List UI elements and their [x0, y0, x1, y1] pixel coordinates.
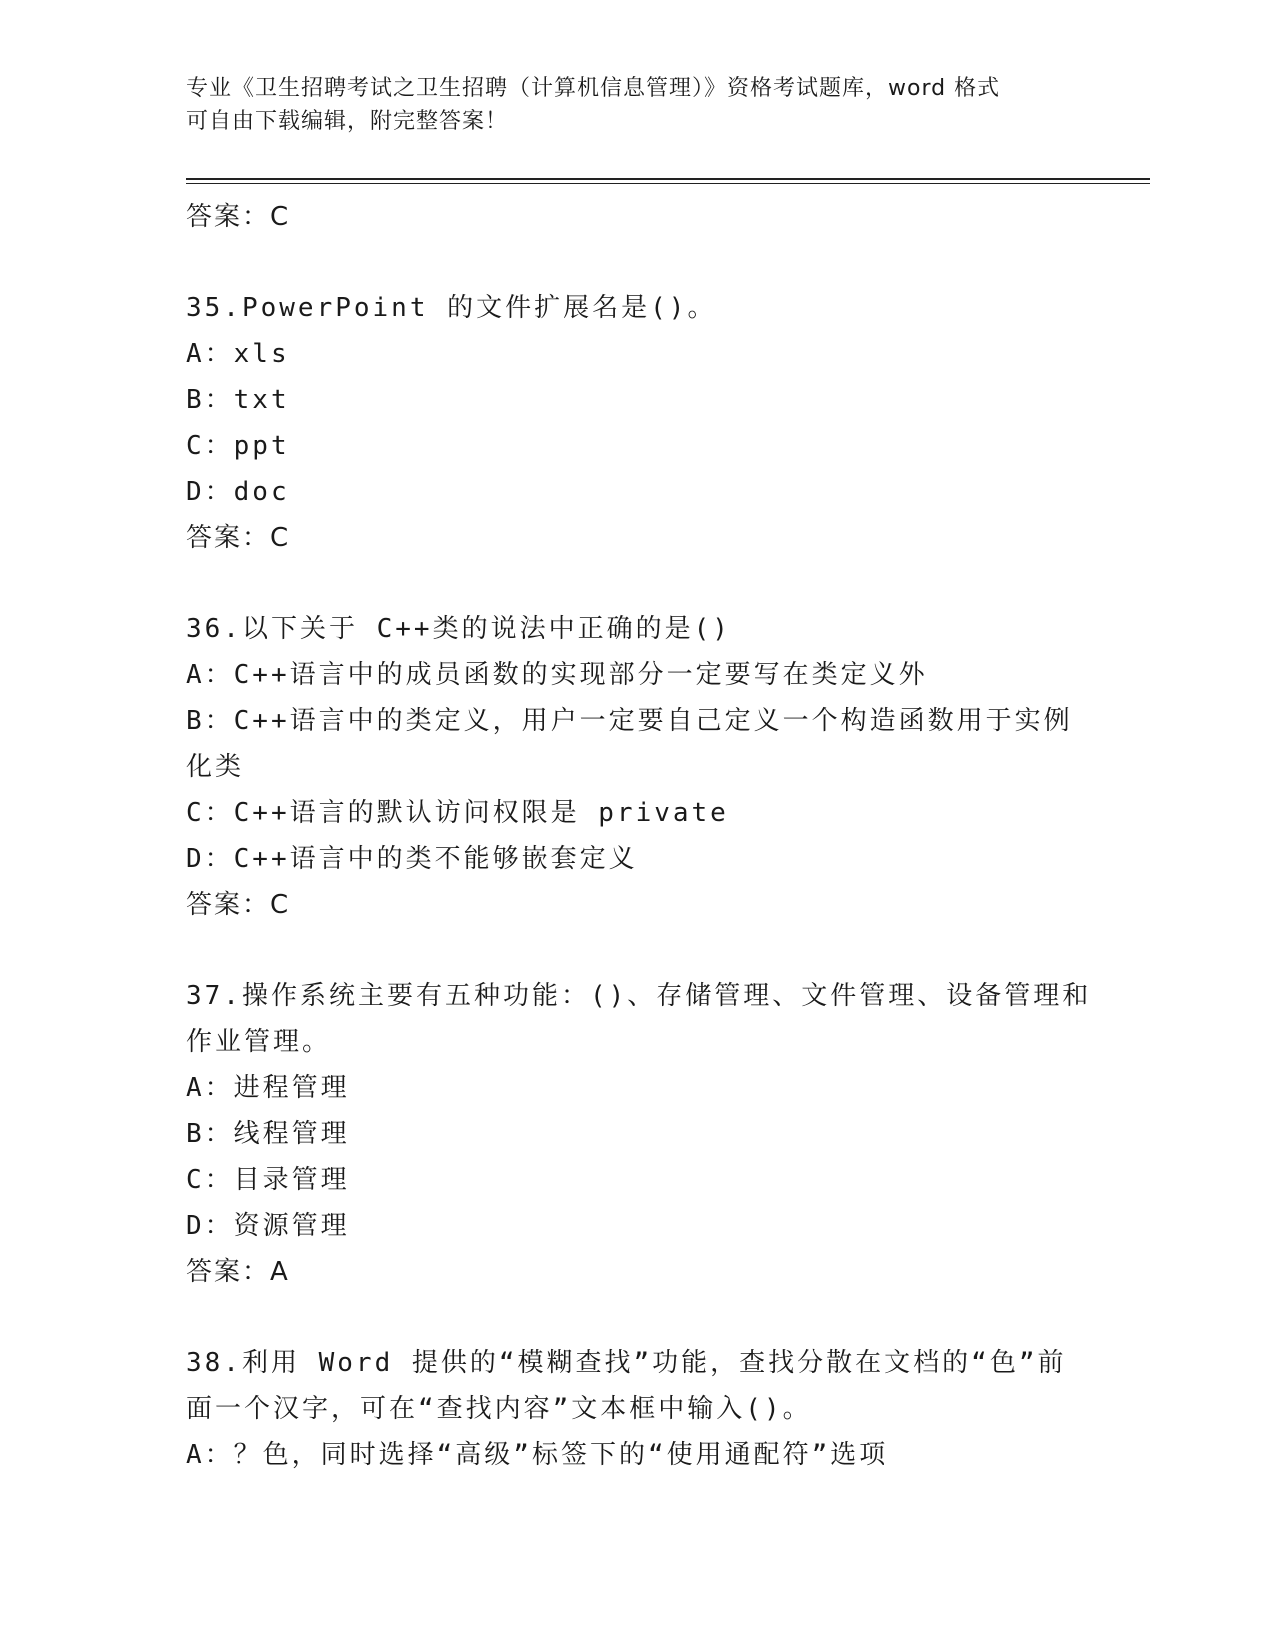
option-b: B：C++语言中的类定义，用户一定要自己定义一个构造函数用于实例	[186, 706, 1073, 736]
option-c: C：ppt	[186, 431, 290, 461]
question-stem-continued: 作业管理。	[186, 1027, 332, 1057]
option-c: C：C++语言的默认访问权限是 private	[186, 798, 729, 828]
previous-answer: 答案：C	[186, 202, 291, 232]
document-body	[186, 186, 1092, 1478]
answer: 答案：C	[186, 890, 291, 920]
question-stem-continued: 面一个汉字，可在“查找内容”文本框中输入()。	[186, 1394, 812, 1424]
question-36	[186, 606, 1086, 928]
option-b: B：线程管理	[186, 1119, 350, 1149]
option-d: D：doc	[186, 477, 290, 507]
question-37	[186, 973, 1092, 1295]
option-d: D：C++语言中的类不能够嵌套定义	[186, 844, 638, 874]
option-c: C：目录管理	[186, 1165, 350, 1195]
option-a: A：C++语言中的成员函数的实现部分一定要写在类定义外	[186, 660, 928, 690]
question-38	[186, 1340, 1086, 1478]
option-a: A：？色，同时选择“高级”标签下的“使用通配符”选项	[186, 1440, 889, 1470]
header-line-2: 可自由下载编辑，附完整答案！	[186, 109, 509, 134]
answer: 答案：C	[186, 523, 291, 553]
option-a: A：进程管理	[186, 1073, 350, 1103]
question-stem: 38.利用 Word 提供的“模糊查找”功能，查找分散在文档的“色”前	[186, 1348, 1067, 1378]
question-stem: 36.以下关于 C++类的说法中正确的是()	[186, 614, 731, 644]
question-stem: 37.操作系统主要有五种功能：()、存储管理、文件管理、设备管理和	[186, 981, 1092, 1011]
question-35	[186, 285, 1086, 561]
option-b: B：txt	[186, 385, 290, 415]
answer: 答案：A	[186, 1257, 290, 1287]
header-divider-thin	[186, 183, 1150, 184]
option-a: A：xls	[186, 339, 290, 369]
header-divider-thick	[186, 178, 1150, 180]
option-d: D：资源管理	[186, 1211, 350, 1241]
header-line-1: 专业《卫生招聘考试之卫生招聘（计算机信息管理）》资格考试题库，word 格式	[186, 76, 1001, 101]
document-header	[186, 72, 1066, 138]
option-b-continued: 化类	[186, 752, 245, 782]
question-stem: 35.PowerPoint 的文件扩展名是()。	[186, 293, 717, 323]
